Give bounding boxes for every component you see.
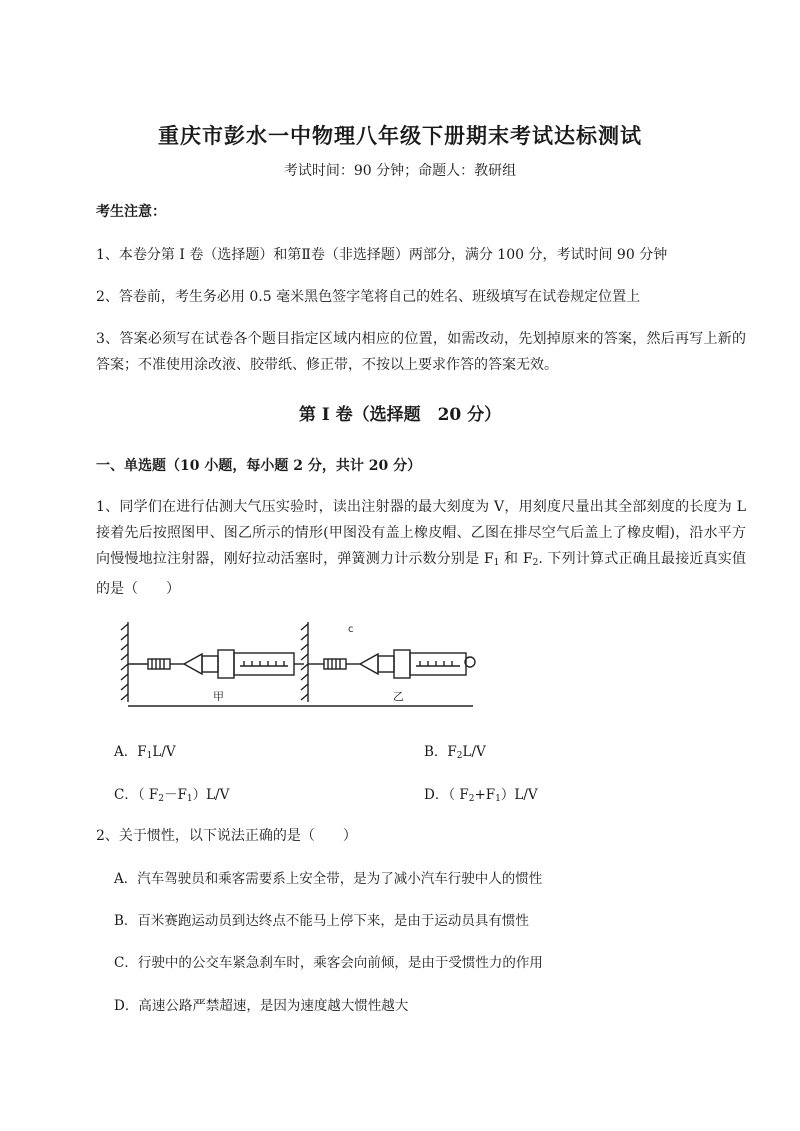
q2-option-b[interactable]: B．百米赛跑运动员到达终点不能马上停下来，是由于运动员具有惯性 (114, 913, 529, 929)
notice-item-1: 1、本卷分第 I 卷（选择题）和第Ⅱ卷（非选择题）两部分，满分 100 分，考试时间 90 分钟 (96, 247, 668, 263)
figure-top-mark: c (348, 624, 354, 635)
section-title: 第 I 卷（选择题 20 分） (298, 405, 502, 425)
question-2-stem: 2、关于惯性，以下说法正确的是（ ） (96, 828, 357, 844)
figure-label-right: 乙 (393, 690, 404, 703)
notice-item-2: 2、答卷前，考生务必用 0.5 毫米黑色签字笔将自己的姓名、班级填写在试卷规定位置上 (96, 289, 641, 305)
question-1-stem: 1、同学们在进行估测大气压实验时，读出注射器的最大刻度为 V，用刻度尺量出其全部刻度的长度为 L 接着先后按照图甲、图乙所示的情形(甲图没有盖上橡皮帽、乙图在排尽空气后盖上了橡皮帽)，沿水平方向慢慢地拉注射器，刚好拉动活塞时，弹簧测力计示数分别是 $F_1$ 和 $F_2$. 下列计算式正确且最接近真实值的是（ ） (96, 499, 746, 597)
syringe-experiment-figure (118, 620, 478, 710)
q1-option-a[interactable]: A．$F_1L/V$ (114, 744, 176, 761)
notice-heading: 考生注意： (96, 204, 166, 220)
exam-subtitle: 考试时间：90 分钟；命题人：教研组 (283, 163, 517, 179)
q2-option-d[interactable]: D．高速公路严禁超速，是因为速度越大惯性越大 (114, 998, 409, 1014)
q1-option-c[interactable]: C．（ $F_2-F_1)L/V$ (114, 787, 230, 804)
part-heading: 一、单选题（10 小题，每小题 2 分，共计 20 分） (96, 458, 422, 474)
exam-title: 重庆市彭水一中物理八年级下册期末考试达标测试 (158, 123, 642, 148)
q1-option-d[interactable]: D．（ $F_2+F_1)L/V$ (424, 787, 538, 804)
q1-option-b[interactable]: B．$F_2L/V$ (424, 744, 486, 761)
q2-option-a[interactable]: A．汽车驾驶员和乘客需要系上安全带，是为了减小汽车行驶中人的惯性 (114, 871, 543, 887)
q2-option-c[interactable]: C．行驶中的公交车紧急刹车时，乘客会向前倾，是由于受惯性力的作用 (114, 955, 543, 971)
notice-item-3: 3、答案必须写在试卷各个题目指定区域内相应的位置，如需改动，先划掉原来的答案，然后再写上新的答案；不准使用涂改液、胶带纸、修正带，不按以上要求作答的答案无效。 (96, 331, 746, 373)
figure-label-left: 甲 (213, 690, 224, 703)
